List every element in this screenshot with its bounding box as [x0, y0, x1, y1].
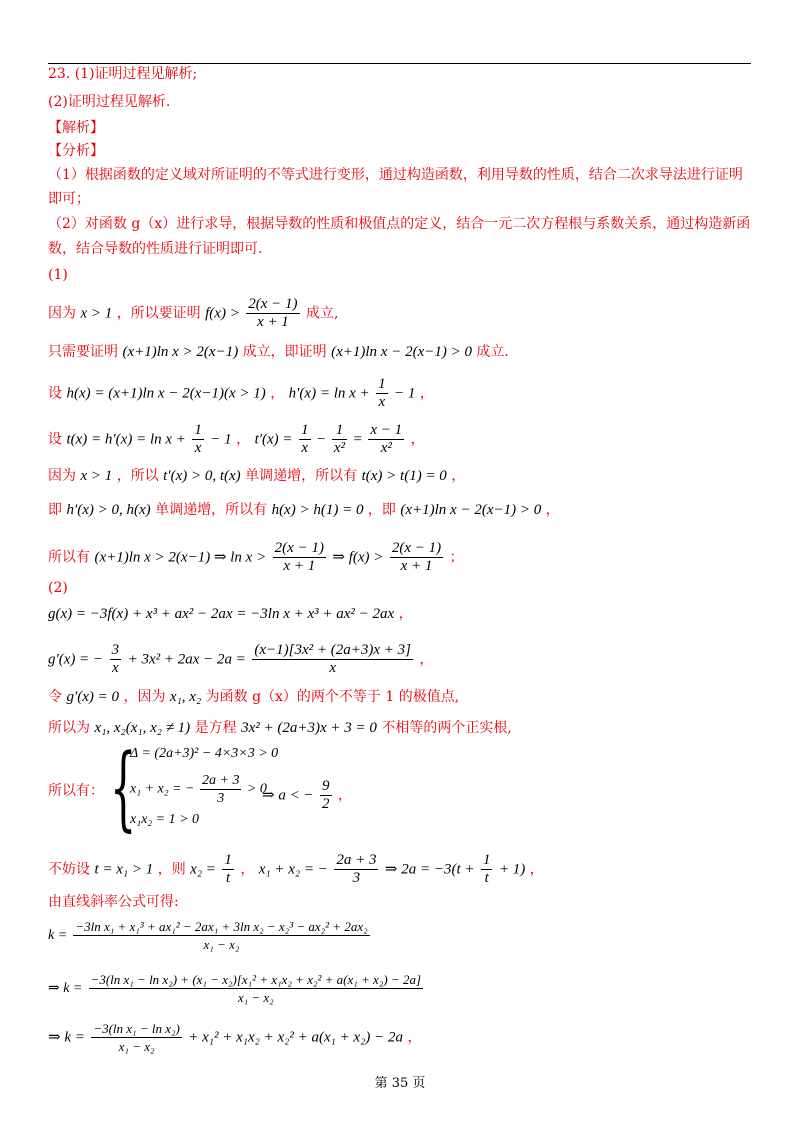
text: 因为 — [48, 468, 76, 484]
text: 令 — [48, 689, 62, 705]
numerator: 2(x − 1) — [391, 540, 442, 556]
text: 为函数 g（x）的两个不等于 1 的极值点, — [205, 689, 460, 705]
text: ， — [240, 861, 255, 878]
text: 只需要证明 — [48, 344, 118, 360]
text: 单调递增，所以有 — [155, 502, 268, 518]
math: − — [316, 431, 326, 448]
math: x₁ + x₂ = − — [130, 781, 195, 797]
math: ⇒ k = — [48, 981, 83, 996]
text: ， — [337, 787, 352, 804]
fraction — [273, 540, 326, 575]
fraction — [200, 772, 241, 807]
numerator: 1 — [224, 852, 232, 868]
text: 所以有 — [48, 549, 90, 566]
math: x > 1 — [80, 468, 113, 484]
text: ，所以要证明 — [116, 305, 201, 322]
denominator: x₁ − x₂ — [237, 990, 274, 1005]
system-row-2 — [130, 772, 267, 807]
system-row-1: Δ = (2a+3)² − 4×3×3 > 0 — [130, 746, 279, 761]
math: − 1 — [394, 385, 416, 402]
text: 所以为 — [48, 720, 90, 736]
math: k = — [48, 928, 68, 943]
text: ， — [451, 468, 466, 484]
math: 3x² + (2a+3)x + 3 = 0 — [241, 720, 377, 736]
numerator: 1 — [378, 376, 386, 392]
text: ， — [529, 861, 544, 878]
text: 单调递增，所以有 — [245, 468, 358, 484]
text: 设 — [48, 431, 62, 448]
numerator: x − 1 — [370, 422, 403, 438]
text: 即 — [48, 502, 62, 518]
math: g′(x) = − — [48, 651, 104, 668]
math: > 0 — [246, 781, 267, 797]
text: ， — [419, 651, 434, 668]
part1-line4 — [48, 422, 425, 457]
fraction — [89, 971, 423, 1006]
text: ，则 — [157, 861, 186, 878]
denominator: 3 — [352, 870, 361, 886]
fraction — [110, 642, 122, 677]
numerator: −3(ln x₁ − ln x₂) + (x₁ − x₂)[x₁² + x₁x₂ + x₂² + a(x₁ + x₂) − 2a] — [90, 972, 422, 987]
fraction — [390, 540, 443, 575]
answer-line-2 — [48, 92, 170, 112]
denominator: x + 1 — [257, 314, 289, 330]
answer-2: (2)证明过程见解析. — [48, 94, 171, 110]
text: ； — [449, 549, 464, 566]
analysis-p2-line1: （2）对函数 g（x）进行求导，根据导数的性质和极值点的定义，结合一元二次方程根与系数关系，通过构造新函 — [48, 216, 751, 232]
math: t(x) > t(1) = 0 — [361, 468, 447, 484]
analysis-p1-line1: （1）根据函数的定义域对所证明的不等式进行变形，通过构造函数，利用导数的性质，结合二次求导法进行证明 — [48, 167, 743, 183]
math: (x+1)ln x > 2(x−1) ⇒ ln x > — [94, 549, 267, 566]
math: t = x₁ > 1 — [94, 861, 154, 878]
denominator: x — [112, 660, 119, 676]
math: ⇒ 2a = −3(t + — [384, 861, 475, 878]
slope-formula-2 — [48, 971, 425, 1006]
math: f(x) > — [205, 305, 240, 322]
section-jiexi: 【解析】 — [48, 120, 104, 136]
text: 成立，即证明 — [242, 344, 327, 360]
text: ， — [419, 385, 434, 402]
text: ， — [545, 502, 560, 518]
denominator: t — [484, 870, 489, 886]
denominator: x — [378, 394, 386, 410]
math: x > 1 — [80, 305, 113, 322]
part2-label: (2) — [48, 580, 68, 596]
numerator: 3 — [111, 642, 120, 658]
text: ， — [410, 431, 425, 448]
math: x₂ = — [190, 861, 216, 878]
math: (x+1)ln x − 2(x−1) > 0 — [331, 344, 472, 360]
math: (x+1)ln x − 2(x−1) > 0 — [400, 502, 542, 518]
fraction — [320, 778, 332, 813]
denominator: x₁ − x₂ — [203, 937, 240, 952]
numerator: 1 — [301, 422, 309, 438]
question-number: 23. — [48, 66, 71, 82]
numerator: −3(ln x₁ − ln x₂) — [93, 1021, 180, 1036]
page-number: 第 35 页 — [374, 1076, 426, 1091]
math: (x+1)ln x > 2(x−1) — [122, 344, 239, 360]
numerator: (x−1)[3x² + (2a+3)x + 3] — [254, 642, 411, 658]
fraction — [192, 422, 204, 457]
math: x₁, x₂ — [169, 689, 202, 705]
fraction — [73, 918, 369, 953]
math: h′(x) = ln x + — [288, 385, 370, 402]
answer-1: (1)证明过程见解析; — [74, 66, 198, 82]
denominator: x² — [333, 440, 346, 456]
text: 成立, — [306, 305, 339, 322]
math: g(x) = −3f(x) + x³ + ax² − 2ax = −3ln x + x³ + ax² − 2ax — [48, 606, 395, 622]
numerator: 2(x − 1) — [248, 296, 298, 312]
text: 不妨设 — [48, 861, 90, 878]
part1-line1 — [48, 296, 338, 331]
numerator: −3ln x₁ + x₁³ + ax₁² − 2ax₁ + 3ln x₂ − x₂³ − ax₂² + 2ax₂ — [75, 919, 368, 934]
fraction — [222, 852, 234, 887]
system-label: 所以有： — [48, 783, 104, 799]
numerator: 9 — [322, 778, 330, 794]
part1-line3 — [48, 376, 434, 411]
part2-line6 — [48, 852, 544, 887]
fraction — [91, 1020, 182, 1055]
part1-line5 — [48, 466, 465, 486]
math: − 1 — [210, 431, 232, 448]
math: t′(x) = — [254, 431, 293, 448]
denominator: x — [194, 440, 202, 456]
math: h(x) = (x+1)ln x − 2(x−1)(x > 1) — [66, 385, 266, 402]
text: ， — [236, 431, 251, 448]
fraction — [252, 642, 413, 677]
part1-line7 — [48, 540, 464, 575]
math: h(x) > h(1) = 0 — [271, 502, 364, 518]
math: + 3x² + 2ax − 2a = — [127, 651, 246, 668]
text: 设 — [48, 385, 62, 402]
math: ⇒ f(x) > — [332, 549, 384, 566]
numerator: 2a + 3 — [202, 773, 240, 788]
math: h′(x) > 0, h(x) — [66, 502, 151, 518]
left-brace-icon: { — [110, 734, 137, 841]
numerator: 1 — [194, 422, 202, 438]
part2-g1 — [48, 604, 413, 624]
text: ，即 — [367, 502, 396, 518]
math: x₁, x₂(x₁, x₂ ≠ 1) — [94, 720, 191, 736]
math: g′(x) = 0 — [66, 689, 120, 705]
part1-label: (1) — [48, 267, 68, 283]
math: = — [353, 431, 362, 448]
text: ， — [398, 606, 413, 622]
text: ， — [407, 1029, 422, 1046]
math: t′(x) > 0, t(x) — [163, 468, 241, 484]
denominator: 2 — [322, 796, 330, 812]
denominator: t — [226, 870, 231, 886]
part2-line7: 由直线斜率公式可得: — [48, 894, 179, 910]
section-fenxi: 【分析】 — [48, 143, 104, 159]
fraction — [299, 422, 311, 457]
denominator: x₁ − x₂ — [118, 1039, 155, 1054]
math: t(x) = h′(x) = ln x + — [66, 431, 186, 448]
fraction — [368, 422, 404, 457]
system-implication — [262, 778, 352, 813]
fraction — [332, 422, 347, 457]
fraction — [334, 852, 378, 887]
math: ⇒ k = — [48, 1029, 85, 1046]
math: + x₁² + x₁x₂ + x₂² + a(x₁ + x₂) − 2a — [188, 1029, 403, 1046]
fraction — [376, 376, 388, 411]
math: ⇒ a < − — [262, 787, 314, 804]
math: + 1) — [498, 861, 526, 878]
numerator: 2(x − 1) — [274, 540, 324, 556]
slope-formula-1 — [48, 918, 372, 953]
numerator: 1 — [482, 852, 491, 868]
slope-formula-3 — [48, 1020, 421, 1055]
denominator: x² — [380, 440, 392, 456]
text: 不相等的两个正实根, — [381, 720, 512, 736]
denominator: 3 — [217, 791, 225, 806]
text: 成立. — [476, 344, 509, 360]
numerator: 1 — [332, 422, 347, 440]
math: x₁ + x₂ = − — [258, 861, 328, 878]
denominator: x — [329, 660, 336, 676]
system-row-3: x₁x₂ = 1 > 0 — [130, 812, 200, 827]
fraction — [481, 852, 493, 887]
denominator: x — [301, 440, 309, 456]
denominator: x + 1 — [400, 558, 433, 574]
denominator: x + 1 — [283, 558, 316, 574]
part1-line6 — [48, 500, 560, 520]
text: ，所以 — [116, 468, 159, 484]
analysis-p1-line2: 即可； — [48, 191, 90, 207]
part2-line3 — [48, 687, 459, 707]
text: 是方程 — [194, 720, 237, 736]
fraction — [246, 296, 299, 331]
text: 因为 — [48, 305, 76, 322]
analysis-p2-line2: 数，结合导数的性质进行证明即可. — [48, 241, 263, 257]
answer-line-1 — [48, 64, 197, 84]
part1-line2 — [48, 342, 509, 362]
numerator: 2a + 3 — [336, 852, 377, 868]
text: ，因为 — [123, 689, 166, 705]
text: ， — [270, 385, 285, 402]
part2-g2 — [48, 642, 433, 677]
